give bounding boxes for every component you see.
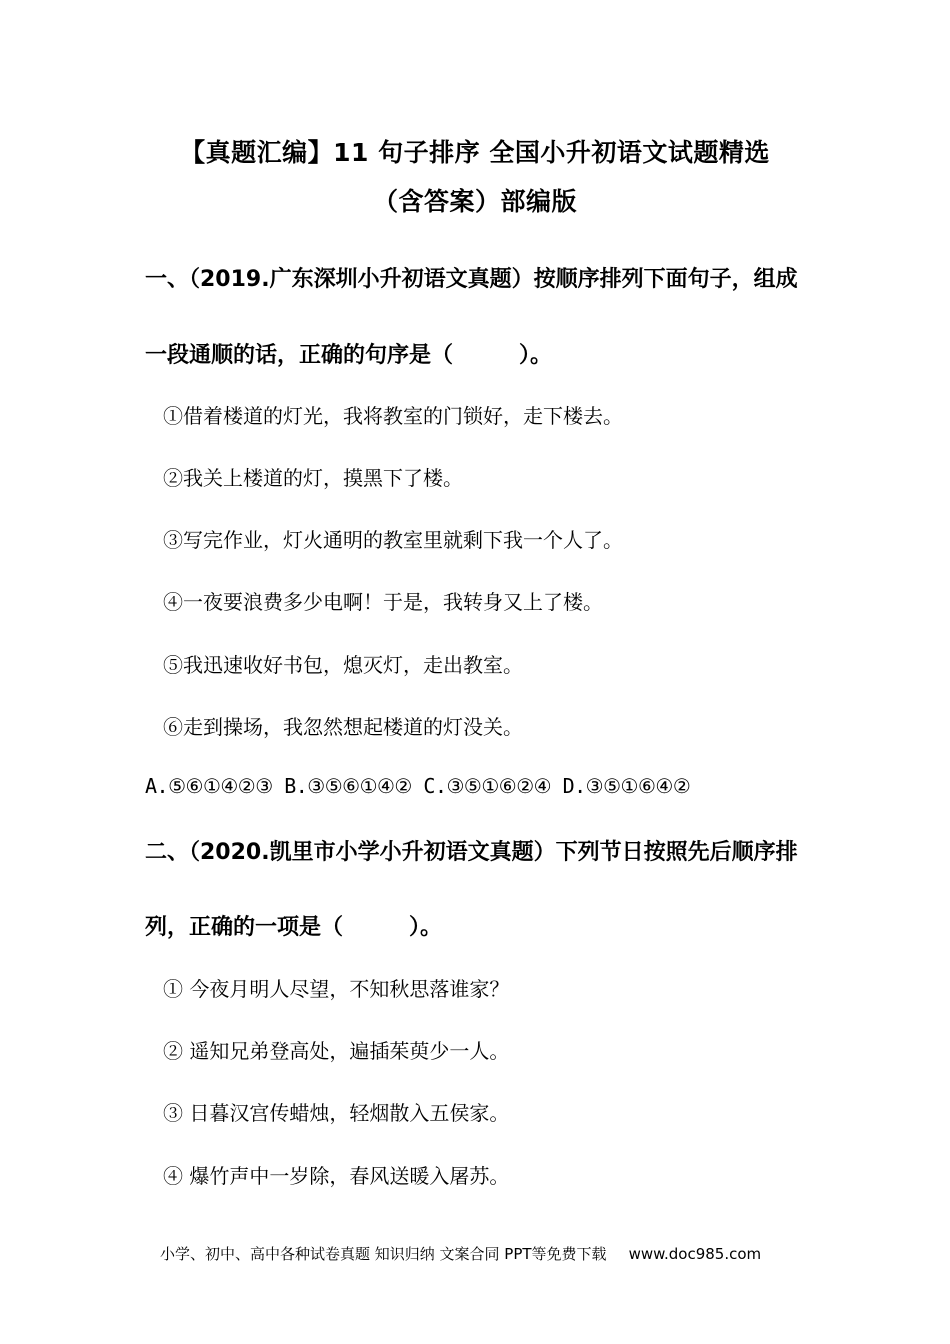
- question1-sentence-6: ⑥走到操场，我忽然想起楼道的灯没关。: [163, 715, 523, 739]
- question1-sentence-3: ③写完作业，灯火通明的教室里就剩下我一个人了。: [163, 528, 623, 552]
- question1-heading-line2: 一段通顺的话，正确的句序是（ ）。: [145, 343, 553, 368]
- question1-sentence-5: ⑤我迅速收好书包，熄灭灯，走出教室。: [163, 653, 523, 677]
- question2-line-4: ④ 爆竹声中一岁除，春风送暖入屠苏。: [163, 1164, 510, 1188]
- page-footer: [160, 1243, 761, 1264]
- question2-line-2: ② 遥知兄弟登高处，遍插茱萸少一人。: [163, 1039, 510, 1063]
- footer-text: 小学、初中、高中各种试卷真题 知识归纳 文案合同 PPT等免费下载: [160, 1245, 607, 1263]
- question1-sentence-1: ①借着楼道的灯光，我将教室的门锁好，走下楼去。: [163, 404, 623, 428]
- question1-options: A.⑤⑥①④②③ B.③⑤⑥①④② C.③⑤①⑥②④ D.③⑤①⑥④②: [145, 774, 691, 798]
- question1-sentence-2: ②我关上楼道的灯，摸黑下了楼。: [163, 466, 463, 490]
- question1-heading-line1: 一、（2019.广东深圳小升初语文真题）按顺序排列下面句子，组成: [145, 267, 798, 292]
- question2-heading-line2: 列，正确的一项是（ ）。: [145, 915, 443, 940]
- document-title-line2: （含答案）部编版: [372, 187, 577, 216]
- question2-heading-line1: 二、（2020.凯里市小学小升初语文真题）下列节日按照先后顺序排: [145, 840, 798, 865]
- question2-line-3: ③ 日暮汉宫传蜡烛，轻烟散入五侯家。: [163, 1101, 510, 1125]
- question2-line-1: ① 今夜月明人尽望，不知秋思落谁家？: [163, 977, 510, 1001]
- footer-url-link[interactable]: www.doc985.com: [628, 1245, 762, 1263]
- document-title-line1: 【真题汇编】11 句子排序 全国小升初语文试题精选: [180, 138, 770, 167]
- question1-sentence-4: ④一夜要浪费多少电啊！于是，我转身又上了楼。: [163, 590, 603, 614]
